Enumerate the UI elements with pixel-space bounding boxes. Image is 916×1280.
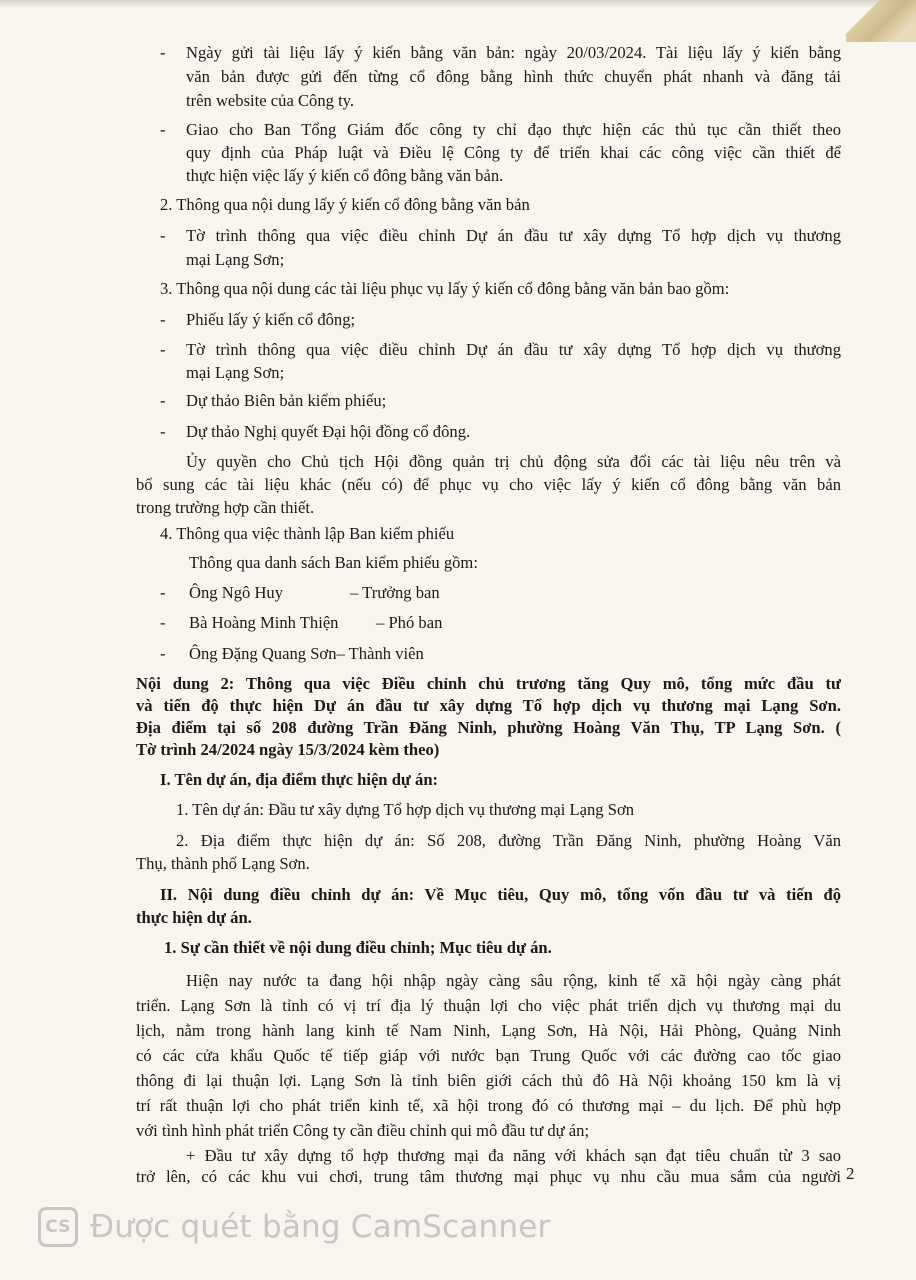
text-line: Tờ trình thông qua việc điều chỉnh Dự án đầu tư xây dựng Tổ hợp dịch vụ thương: [186, 340, 841, 359]
text-line: 1. Tên dự án: Đầu tư xây dựng Tổ hợp dịch vụ thương mại Lạng Sơn: [176, 800, 635, 819]
text-line: mại Lạng Sơn;: [186, 363, 285, 382]
subsection-heading: 1. Sự cần thiết về nội dung điều chỉnh; Mục tiêu dự án.: [164, 938, 552, 957]
paragraph-line: triển. Lạng Sơn là tỉnh có vị trí địa lý thuận lợi cho việc phát triển dịch vụ thương mại du: [136, 996, 841, 1015]
watermark-text: Được quét bằng CamScanner: [90, 1209, 551, 1245]
paragraph-line: có các cửa khẩu Quốc tế tiếp giáp với nước bạn Trung Quốc với các đường cao tốc giao: [136, 1046, 841, 1065]
text-line: Ngày gửi tài liệu lấy ý kiến bằng văn bản: ngày 20/03/2024. Tài liệu lấy ý kiến bằng: [186, 43, 841, 62]
text-line: văn bản được gửi đến từng cổ đông bằng hình thức chuyển phát nhanh và đăng tải: [186, 67, 841, 86]
text-line: trên website của Công ty.: [186, 91, 355, 110]
section-heading: thực hiện dự án.: [136, 908, 252, 927]
numbered-item: 3. Thông qua nội dung các tài liệu phục vụ lấy ý kiến cổ đông bằng văn bản bao gồm:: [160, 279, 730, 298]
text-line: Dự thảo Nghị quyết Đại hội đồng cổ đông.: [186, 422, 471, 441]
paragraph-line: trong trường hợp cần thiết.: [136, 498, 315, 517]
text-line: Tờ trình thông qua việc điều chỉnh Dự án đầu tư xây dựng Tổ hợp dịch vụ thương: [186, 226, 841, 245]
member-name: Ông Đặng Quang Sơn– Thành viên: [189, 644, 424, 663]
heading-line: Nội dung 2: Thông qua việc Điều chỉnh chủ trương tăng Quy mô, tổng mức đầu tư: [136, 674, 841, 693]
page-corner-fold: [846, 0, 916, 42]
camscanner-watermark: [38, 1205, 550, 1249]
text-line: thực hiện việc lấy ý kiến cổ đông bằng văn bản.: [186, 166, 504, 185]
paragraph-line: + Đầu tư xây dựng tổ hợp thương mại đa năng với khách sạn đạt tiêu chuẩn từ 3 sao: [186, 1146, 841, 1165]
paragraph-line: trở lên, có các khu vui chơi, trung tâm thương mại phục vụ nhu cầu mua sắm của người: [136, 1167, 841, 1186]
camscanner-logo-icon: CS: [38, 1207, 78, 1247]
heading-line: Tờ trình 24/2024 ngày 15/3/2024 kèm theo): [136, 740, 440, 759]
bullet-dash: -: [160, 226, 166, 245]
paragraph-line: bổ sung các tài liệu khác (nếu có) để phục vụ cho việc lấy ý kiến cổ đông bằng văn bản: [136, 475, 841, 494]
member-name: Ông Ngô Huy: [189, 583, 284, 602]
bullet-dash: -: [160, 644, 166, 663]
text-line: Phiếu lấy ý kiến cổ đông;: [186, 310, 356, 329]
bullet-dash: -: [160, 340, 166, 359]
bullet-dash: -: [160, 613, 166, 632]
text-line: Giao cho Ban Tổng Giám đốc công ty chỉ đạo thực hiện các thủ tục cần thiết theo: [186, 120, 841, 139]
section-heading: I. Tên dự án, địa điểm thực hiện dự án:: [160, 770, 439, 789]
numbered-item: 2. Thông qua nội dung lấy ý kiến cổ đông bằng văn bản: [160, 195, 530, 214]
text-line: Dự thảo Biên bản kiểm phiếu;: [186, 391, 387, 410]
numbered-item: 4. Thông qua việc thành lập Ban kiểm phiếu: [160, 524, 455, 543]
text-line: Thụ, thành phố Lạng Sơn.: [136, 854, 310, 873]
bullet-dash: -: [160, 422, 166, 441]
paragraph-line: Hiện nay nước ta đang hội nhập ngày càng sâu rộng, kinh tế xã hội ngày càng phát: [186, 971, 841, 990]
member-name: Bà Hoàng Minh Thiện: [189, 613, 339, 632]
paragraph-line: lịch, nằm trong hành lang kinh tế Nam Ninh, Lạng Sơn, Hà Nội, Hải Phòng, Quảng Ninh: [136, 1021, 841, 1040]
text-line: quy định của Pháp luật và Điều lệ Công ty để triển khai các công việc cần thiết để: [186, 143, 841, 162]
bullet-dash: -: [160, 583, 166, 602]
bullet-dash: -: [160, 120, 166, 139]
bullet-dash: -: [160, 391, 166, 410]
heading-line: Địa điểm tại số 208 đường Trần Đăng Ninh, phường Hoàng Văn Thụ, TP Lạng Sơn. (: [136, 718, 841, 737]
bullet-dash: -: [160, 310, 166, 329]
page-number: 2: [846, 1164, 855, 1183]
section-heading: II. Nội dung điều chỉnh dự án: Về Mục tiêu, Quy mô, tổng vốn đầu tư và tiến độ: [160, 885, 841, 904]
paragraph-line: Ủy quyền cho Chủ tịch Hội đồng quản trị chủ động sửa đổi các tài liệu nêu trên và: [186, 452, 841, 471]
text-line: mại Lạng Sơn;: [186, 250, 285, 269]
bullet-dash: -: [160, 43, 166, 62]
paragraph-line: với tình hình phát triển Công ty cần điều chỉnh qui mô đầu tư dự án;: [136, 1121, 590, 1140]
paragraph-line: thông đi lại thuận lợi. Lạng Sơn là tỉnh biên giới cách thủ đô Hà Nội khoảng 150 km là vị: [136, 1071, 841, 1090]
paragraph-line: trí rất thuận lợi cho phát triển kinh tế, xã hội trong đó có thương mại – du lịch. Để phù hợp: [136, 1096, 841, 1115]
scan-shadow: [0, 0, 916, 8]
member-role: – Trưởng ban: [350, 583, 440, 602]
heading-line: và tiến độ thực hiện Dự án đầu tư xây dựng Tổ hợp dịch vụ thương mại Lạng Sơn.: [136, 696, 841, 715]
text-line: 2. Địa điểm thực hiện dự án: Số 208, đường Trần Đăng Ninh, phường Hoàng Văn: [176, 831, 841, 850]
text-line: Thông qua danh sách Ban kiểm phiếu gồm:: [189, 553, 478, 572]
member-role: – Phó ban: [376, 613, 443, 632]
